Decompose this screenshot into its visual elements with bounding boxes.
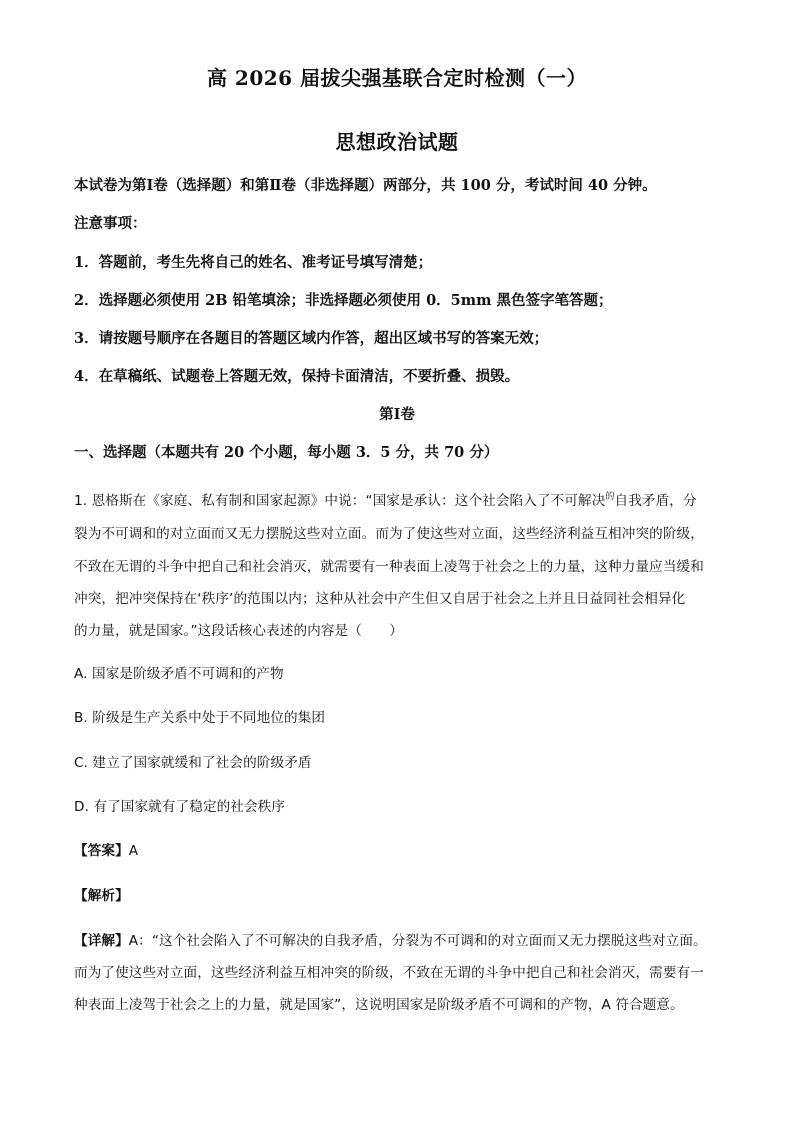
option-c: C. 建立了国家就缓和了社会的阶级矛盾 <box>74 755 312 771</box>
exam-intro: 本试卷为第Ⅰ卷（选择题）和第Ⅱ卷（非选择题）两部分，共 100 分，考试时间 40 分钟。 <box>74 177 657 194</box>
option-a: A. 国家是阶级矛盾不可调和的产物 <box>74 666 284 682</box>
note-item-1: 1．答题前，考生先将自己的姓名、准考证号填写清楚； <box>74 254 433 271</box>
detail-line: 种表面上凌驾于社会之上的力量，就是国家”，这说明国家是阶级矛盾不可调和的产物，A 符合题意。 <box>74 997 684 1013</box>
detail-label: 【详解】 <box>74 933 129 949</box>
detail-line <box>74 929 734 949</box>
exam-title: 高 2026 届拔尖强基联合定时检测（一） <box>206 66 588 90</box>
question-stem-line: 裂为不可调和的对立面而又无力摆脱这些对立面。而为了使这些对立面，这些经济利益互相冲突的阶级， <box>74 526 704 542</box>
analysis-label: 【解析】 <box>74 888 129 904</box>
option-b: B. 阶级是生产关系中处于不同地位的集团 <box>74 710 326 726</box>
option-d: D. 有了国家就有了稳定的社会秩序 <box>74 799 286 815</box>
detail-line: 而为了使这些对立面，这些经济利益互相冲突的阶级，不致在无谓的斗争中把自己和社会消灭，需要有一 <box>74 965 704 981</box>
detail-text: A：“这个社会陷入了不可解决的自我矛盾，分裂为不可调和的对立面而又无力摆脱这些对立面。 <box>128 933 707 949</box>
question-stem-line: 冲突，把冲突保持在‘秩序’的范围以内；这种从社会中产生但又自居于社会之上并且日益同社会相异化 <box>74 591 686 607</box>
volume-heading: 第Ⅰ卷 <box>379 406 415 423</box>
question-stem-line: 不致在无谓的斗争中把自己和社会消灭，就需要有一种表面上凌驾于社会之上的力量，这种力量应当缓和 <box>74 559 704 575</box>
note-item-3: 3．请按题号顺序在各题目的答题区域内作答，超出区域书写的答案无效； <box>74 330 549 347</box>
answer-label: 【答案】 <box>74 843 129 859</box>
question-stem-text: 自我矛盾，分 <box>614 493 697 509</box>
question-stem-line <box>74 489 734 509</box>
superscript-char: 的 <box>605 492 615 502</box>
subject-title: 思想政治试题 <box>335 130 459 154</box>
question-stem-line: 的力量，就是国家。”这段话核心表述的内容是（ ） <box>74 623 403 639</box>
note-item-2: 2．选择题必须使用 2B 铅笔填涂；非选择题必须使用 0．5mm 黑色签字笔答题； <box>74 292 613 309</box>
question-stem-text: 1. 恩格斯在《家庭、私有制和国家起源》中说：“国家是承认：这个社会陷入了不可解决 <box>74 493 606 509</box>
answer-line <box>74 839 734 859</box>
note-item-4: 4．在草稿纸、试题卷上答题无效，保持卡面清洁，不要折叠、损毁。 <box>74 368 520 385</box>
section-heading: 一、选择题（本题共有 20 个小题，每小题 3．5 分，共 70 分） <box>74 444 499 461</box>
notes-heading: 注意事项： <box>74 215 147 232</box>
answer-value: A <box>128 843 139 859</box>
